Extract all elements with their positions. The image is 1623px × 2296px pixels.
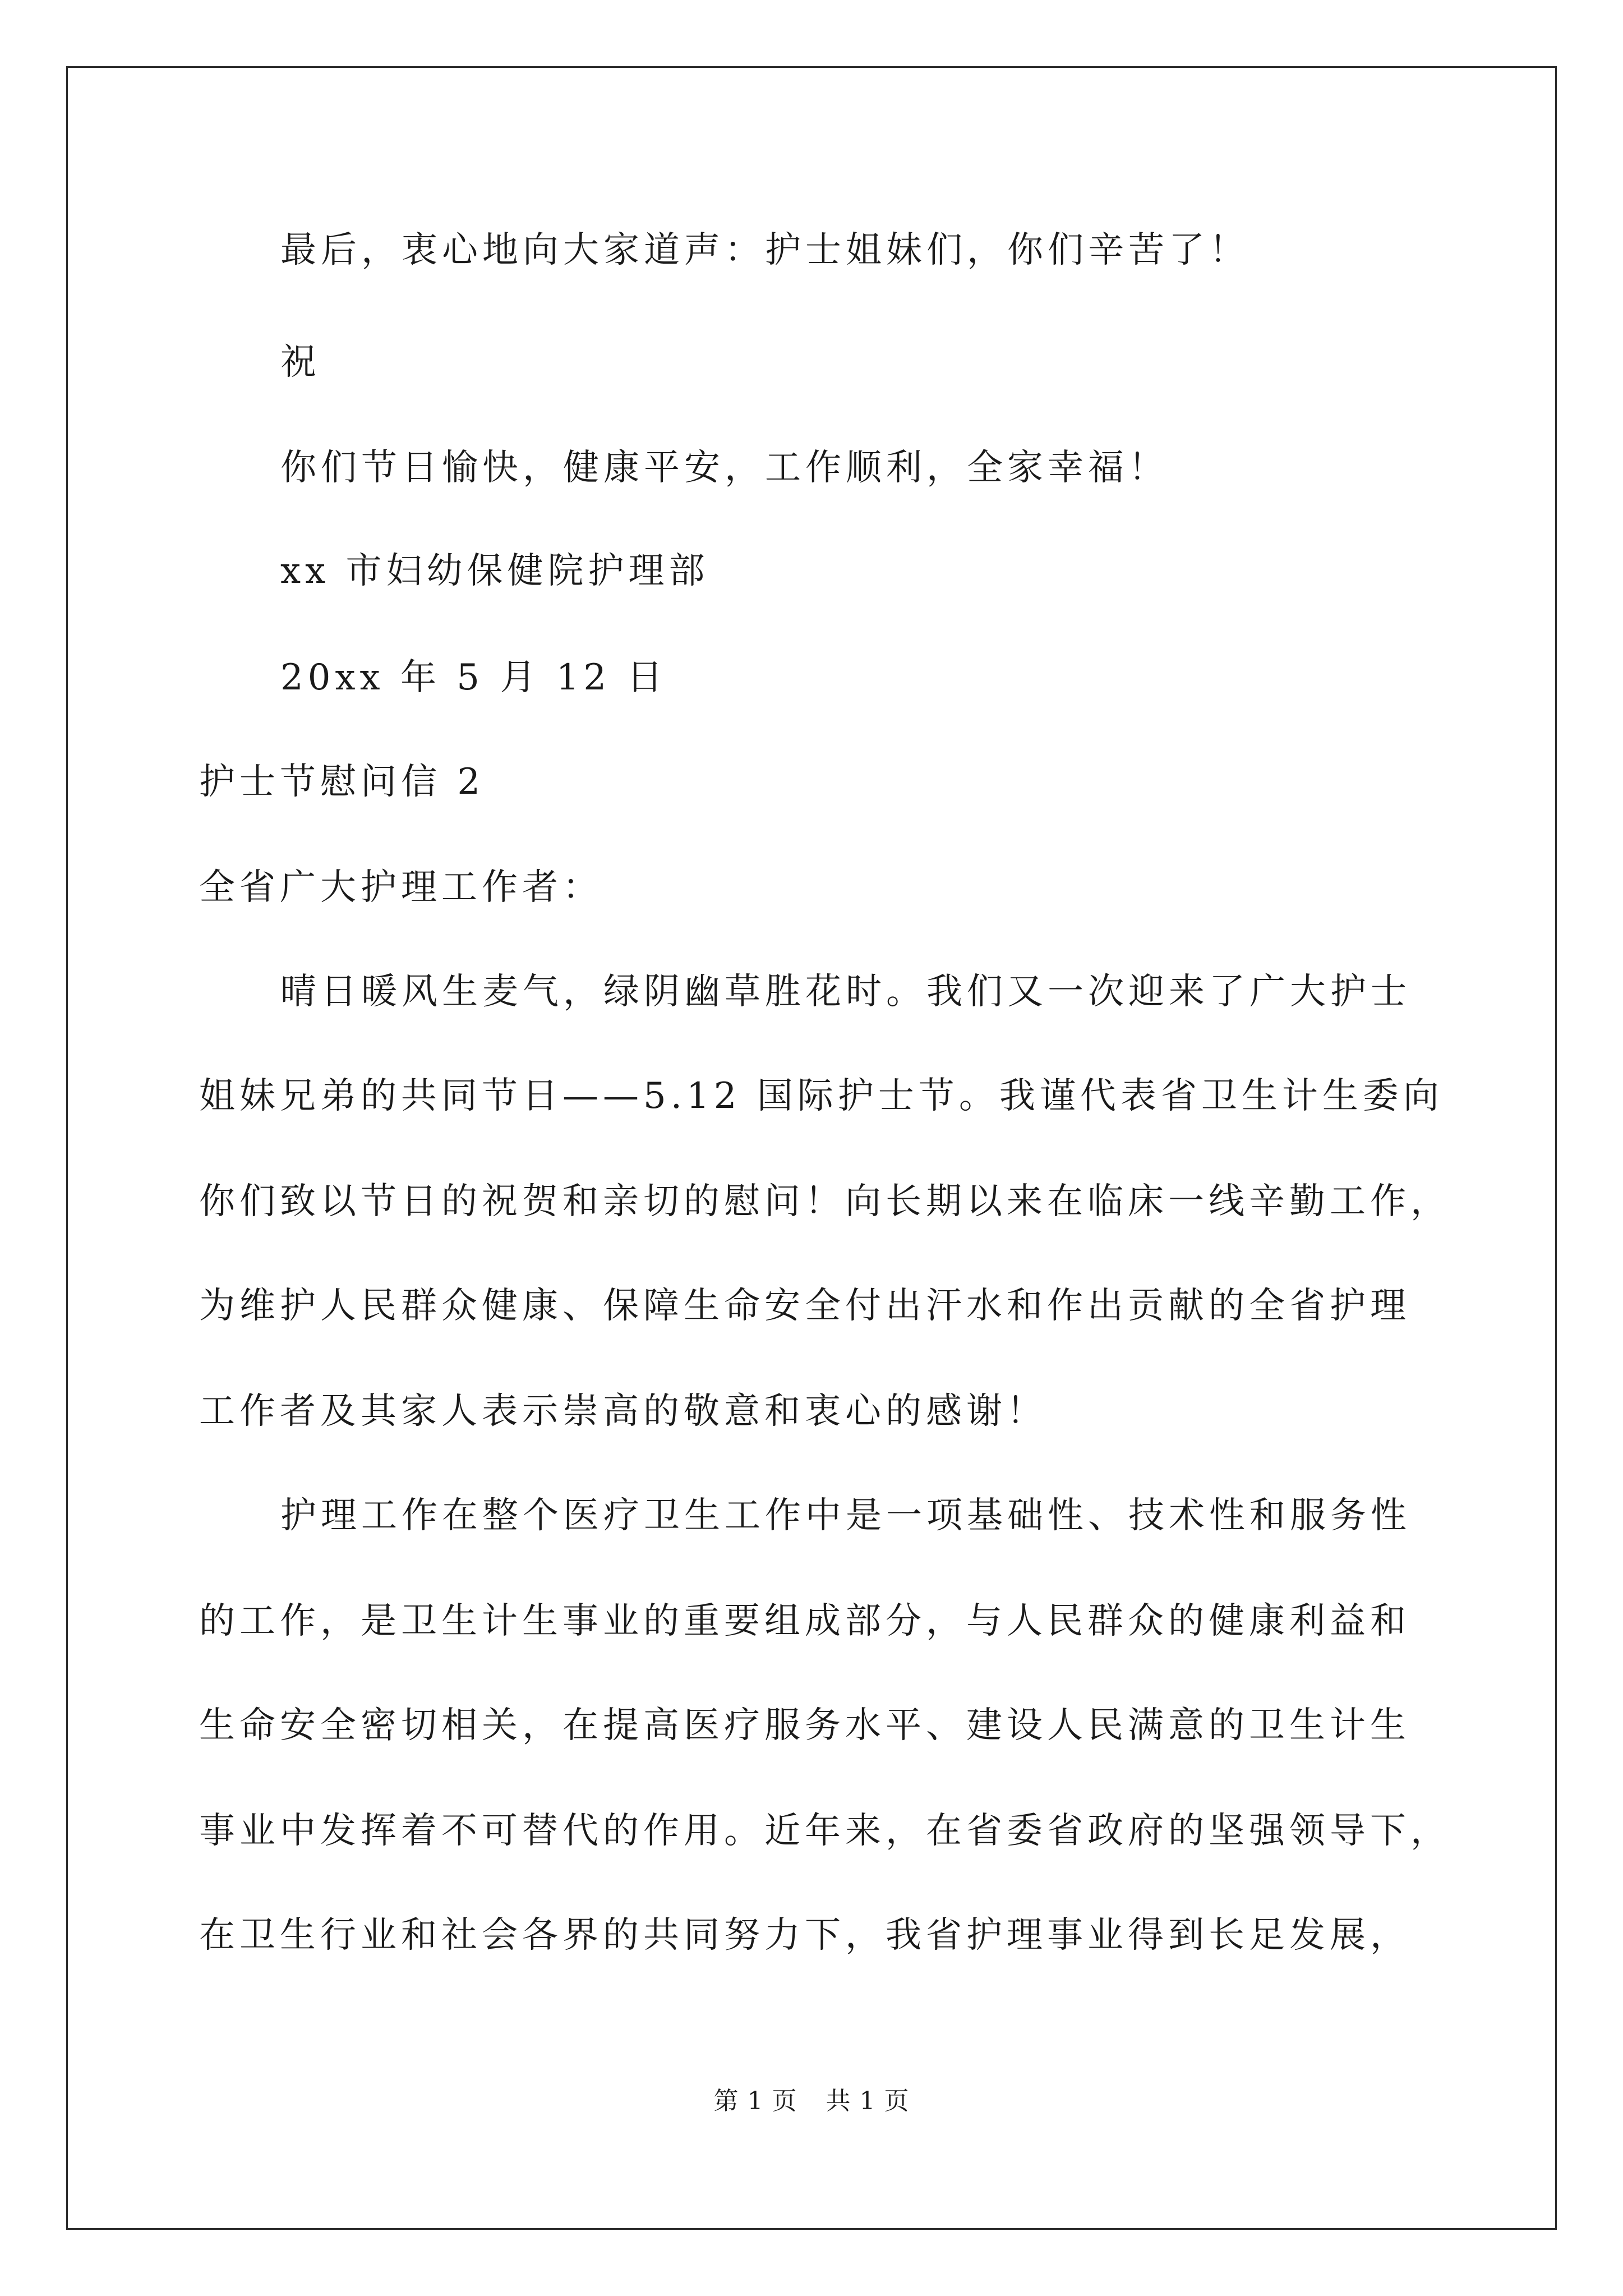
paragraph-line: 你们致以节日的祝贺和亲切的慰问！向长期以来在临床一线辛勤工作， <box>199 1181 1451 1222</box>
wish-word: 祝 <box>280 342 321 383</box>
paragraph-line: 姐妹兄弟的共同节日——5.12 国际护士节。我谨代表省卫生计生委向 <box>199 1075 1444 1117</box>
page-border <box>66 66 1557 2230</box>
paragraph-line: 护理工作在整个医疗卫生工作中是一项基础性、技术性和服务性 <box>280 1495 1411 1536</box>
paragraph-line: 生命安全密切相关，在提高医疗服务水平、建设人民满意的卫生计生 <box>199 1705 1410 1746</box>
paragraph-line: 事业中发挥着不可替代的作用。近年来，在省委省政府的坚强领导下， <box>199 1810 1451 1852</box>
paragraph-line: 晴日暖风生麦气，绿阴幽草胜花时。我们又一次迎来了广大护士 <box>280 971 1411 1013</box>
page-footer <box>0 2086 1623 2117</box>
page-number: 第 1 页 <box>713 2087 797 2115</box>
closing-line: 最后，衷心地向大家道声：护士姐妹们，你们辛苦了！ <box>280 229 1249 271</box>
page-total: 共 1 页 <box>826 2087 910 2115</box>
wish-line: 你们节日愉快，健康平安，工作顺利，全家幸福！ <box>280 447 1169 489</box>
paragraph-line: 为维护人民群众健康、保障生命安全付出汗水和作出贡献的全省护理 <box>199 1285 1410 1327</box>
date: 20xx 年 5 月 12 日 <box>280 657 667 698</box>
salutation: 全省广大护理工作者： <box>199 867 603 908</box>
paragraph-line: 的工作，是卫生计生事业的重要组成部分，与人民群众的健康利益和 <box>199 1600 1410 1642</box>
signature: xx 市妇幼保健院护理部 <box>280 550 709 592</box>
paragraph-line: 工作者及其家人表示崇高的敬意和衷心的感谢！ <box>199 1391 1047 1432</box>
letter-title: 护士节慰问信 2 <box>199 761 485 803</box>
paragraph-line: 在卫生行业和社会各界的共同努力下，我省护理事业得到长足发展， <box>199 1915 1410 1956</box>
